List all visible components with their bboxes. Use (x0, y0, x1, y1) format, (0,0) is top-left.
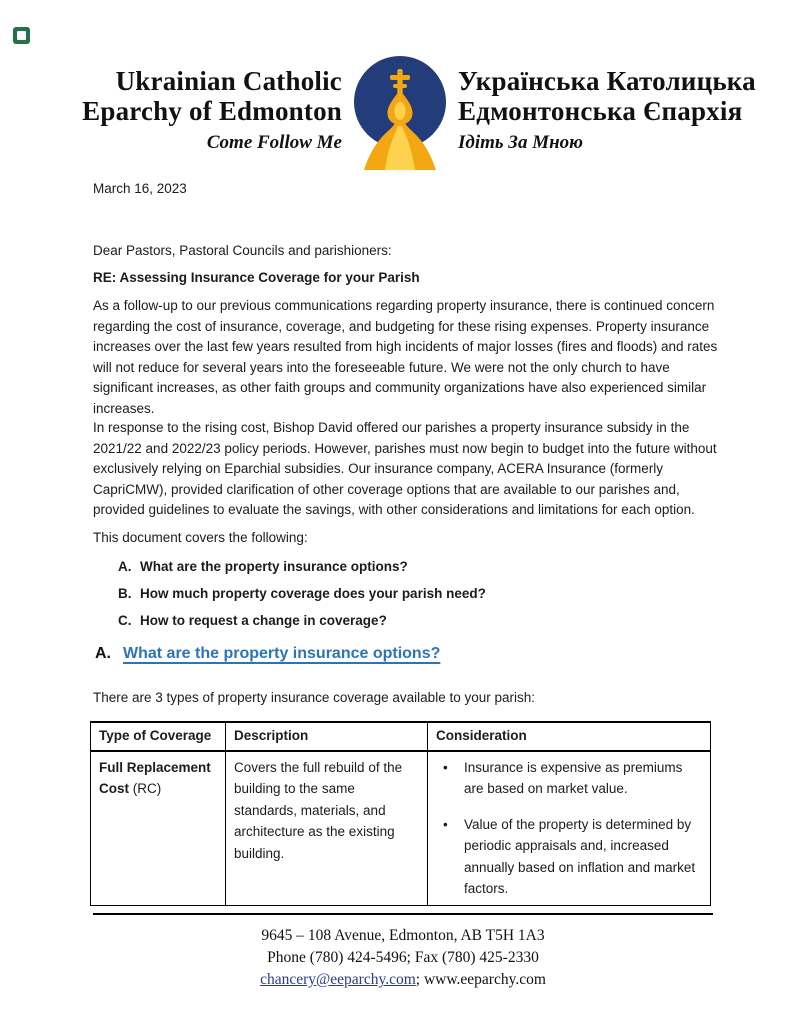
paragraph-subsidy: In response to the rising cost, Bishop David offered our parishes a property insurance subsidy in the 2021/22 and 2022/23 policy periods. However, parishes must now begin to budget into the future without exclusively relying on Eparchial subsidies. Our insurance company, ACERA Insurance (formerly CapriCMW), provided clarification of other coverage options that are available to our parishes and, provided guidelines to evaluate the savings, with other considerations and limitations for each option. (93, 420, 717, 517)
list-item-text: How to request a change in coverage? (140, 613, 387, 628)
list-marker: A. (118, 559, 132, 574)
motto-en: Come Follow Me (206, 132, 342, 154)
subject-line: RE: Assessing Insurance Coverage for your Parish (93, 270, 420, 285)
column-header-type: Type of Coverage (91, 722, 226, 751)
org-name-en-line1: Ukrainian Catholic (115, 66, 342, 96)
list-item-text: How much property coverage does your parish need? (140, 586, 486, 601)
list-marker: C. (118, 613, 132, 628)
consideration-bullet: • Value of the property is determined by periodic appraisals and, increased annually based on inflation and market factors. (436, 814, 702, 900)
motto-uk: Ідіть За Мною (458, 132, 584, 154)
covers-intro: This document covers the following: (93, 530, 308, 545)
coverage-table-container (90, 721, 712, 906)
paragraph-insurance-concern: As a follow-up to our previous communications regarding property insurance, there is continued concern regarding the cost of insurance, coverage, and budgeting for these rising expenses. Property insurance increases over the last few years resulted from high incidents of major losses (fires and floods) and rates will not reduce for several years into the foreseeable future. We were not the only church to have significant increases, as other faith groups and community organizations have also experienced similar increases. (93, 298, 718, 416)
letterhead (0, 56, 800, 170)
list-item-text: What are the property insurance options? (140, 559, 408, 574)
letterhead-ukrainian (458, 56, 756, 154)
list-item (93, 553, 721, 580)
letterhead-english (44, 56, 342, 154)
org-name-uk-line2: Едмонтонська Єпархія (458, 96, 743, 127)
coverage-type-rest: (RC) (129, 781, 162, 796)
consideration-bullet: • Insurance is expensive as premiums are based on market value. (436, 757, 702, 800)
table-row (91, 751, 711, 906)
table-intro: There are 3 types of property insurance coverage available to your parish: (93, 690, 535, 705)
org-name-en-line2: Eparchy of Edmonton (82, 96, 342, 127)
section-a-heading (93, 645, 721, 663)
org-name-uk-line1: Українська Католицька (458, 66, 756, 96)
eparchy-logo-icon (348, 56, 452, 170)
list-item (93, 580, 721, 607)
page-footer (93, 913, 713, 991)
list-item (93, 607, 721, 634)
cell-coverage-type (91, 751, 226, 906)
salutation: Dear Pastors, Pastoral Councils and parishioners: (93, 243, 392, 258)
footer-website: ; www.eeparchy.com (415, 971, 546, 988)
column-header-consideration: Consideration (428, 722, 711, 751)
green-document-icon-glyph (17, 31, 26, 40)
footer-address: 9645 – 108 Avenue, Edmonton, AB T5H 1A3 (261, 927, 545, 944)
column-header-description: Description (226, 722, 428, 751)
section-a-marker: A. (95, 645, 111, 662)
green-document-icon (13, 27, 30, 44)
consideration-list (436, 757, 702, 900)
footer-divider (93, 913, 713, 915)
cell-consideration (428, 751, 711, 906)
topics-list (93, 553, 721, 634)
footer-contact-line (93, 969, 713, 991)
cell-description: Covers the full rebuild of the building to the same standards, materials, and architecture as the existing building. (226, 751, 428, 906)
list-marker: B. (118, 586, 132, 601)
table-header-row (91, 722, 711, 751)
coverage-table (90, 721, 711, 906)
coverage-type-bold: Full Replacement Cost (99, 759, 211, 796)
section-a-title: What are the property insurance options? (123, 645, 441, 662)
letter-date: March 16, 2023 (93, 181, 187, 196)
email-link[interactable]: chancery@eeparchy.com (260, 971, 416, 988)
footer-phone-fax: Phone (780) 424-5496; Fax (780) 425-2330 (267, 949, 539, 966)
